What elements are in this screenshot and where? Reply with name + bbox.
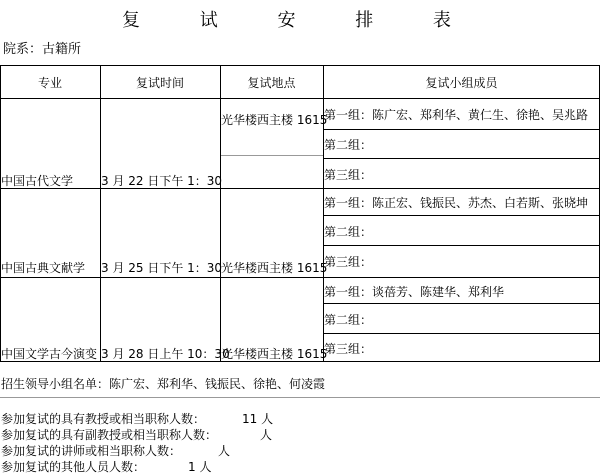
location-divider — [220, 155, 323, 156]
group-cell: 第三组： — [324, 168, 373, 182]
group-cell: 第二组： — [324, 138, 373, 152]
department-line — [3, 38, 81, 57]
time-cell: 3 月 28 日上午 10：30 — [101, 347, 230, 361]
location-cell: 光华楼西主楼 1615 — [221, 347, 328, 361]
department-value: 古籍所 — [42, 42, 82, 57]
header-bottom-border — [0, 98, 600, 99]
group-cell: 第一组：陈广宏、郑利华、黄仁生、徐艳、吴兆路 — [324, 108, 589, 122]
stat-others-value: 1 人 — [188, 460, 212, 474]
department-label: 院系： — [3, 42, 43, 57]
leaders-line: 招生领导小组名单：陈广宏、郑利华、钱振民、徐艳、何凌霞 — [1, 377, 326, 391]
leaders-divider — [0, 397, 600, 398]
group-cell: 第二组： — [324, 225, 373, 239]
table-left-border — [0, 65, 1, 361]
col-divider-2 — [220, 65, 221, 361]
group-divider — [323, 215, 600, 216]
major-cell: 中国古典文献学 — [1, 261, 86, 275]
header-major: 专业 — [37, 76, 62, 90]
location-cell: 光华楼西主楼 1615 — [221, 113, 328, 127]
row-divider-1 — [0, 188, 600, 189]
group-divider — [323, 158, 600, 159]
header-time: 复试时间 — [135, 76, 184, 90]
group-cell: 第一组：谈蓓芳、陈建华、郑利华 — [324, 285, 505, 299]
stat-professors-value: 11 人 — [242, 412, 274, 426]
stat-assoc-professors-value: 人 — [260, 428, 273, 442]
location-cell: 光华楼西主楼 1615 — [221, 261, 328, 275]
page-title: 复 试 安 排 表 — [122, 10, 478, 31]
stat-professors-label: 参加复试的具有教授或相当职称人数： — [1, 412, 206, 426]
stat-assoc-professors-label: 参加复试的具有副教授或相当职称人数： — [1, 428, 218, 442]
group-cell: 第三组： — [324, 342, 373, 356]
stat-others-label: 参加复试的其他人员人数： — [1, 460, 146, 474]
stat-lecturers-label: 参加复试的讲师或相当职称人数： — [1, 444, 182, 458]
row-divider-2 — [0, 277, 600, 278]
group-cell: 第一组：陈正宏、钱振民、苏杰、白若斯、张晓坤 — [324, 196, 589, 210]
time-cell: 3 月 22 日下午 1：30 — [101, 174, 223, 188]
table-top-border — [0, 65, 600, 66]
group-divider — [323, 245, 600, 246]
group-divider — [323, 303, 600, 304]
group-cell: 第三组： — [324, 255, 373, 269]
major-cell: 中国文学古今演变 — [1, 347, 98, 361]
time-cell: 3 月 25 日下午 1：30 — [101, 261, 223, 275]
stat-lecturers-value: 人 — [218, 444, 231, 458]
col-divider-1 — [100, 65, 101, 361]
header-location: 复试地点 — [247, 76, 296, 90]
header-members: 复试小组成员 — [425, 76, 498, 90]
group-cell: 第二组： — [324, 313, 373, 327]
group-divider — [323, 333, 600, 334]
group-divider — [323, 129, 600, 130]
major-cell: 中国古代文学 — [1, 174, 74, 188]
